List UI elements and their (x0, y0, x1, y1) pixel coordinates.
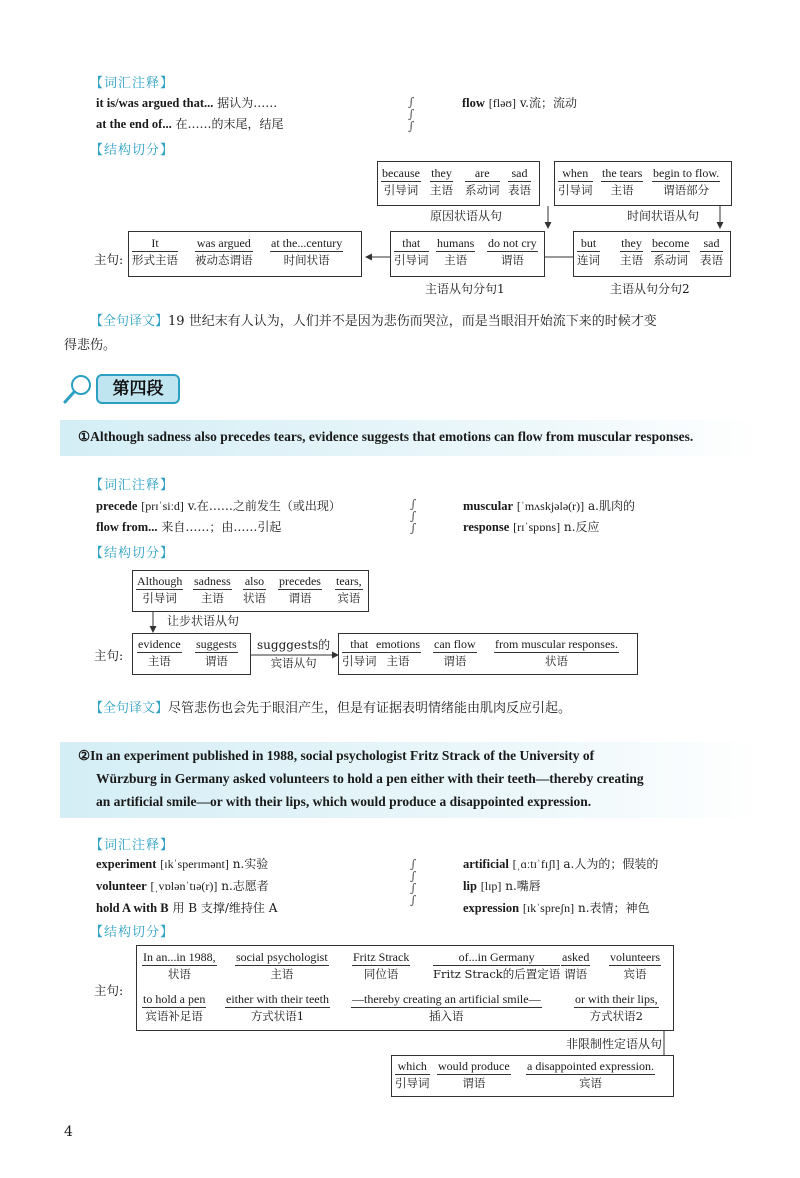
clause-cell: begin to flow. 谓语部分 (653, 166, 720, 197)
clause-cell: at the...century 时间状语 (271, 236, 343, 267)
vocab-label: 【词汇注释】 (90, 838, 175, 853)
vocab-term: expression [ɪkˈspreʃn] n.表情；神色 (463, 901, 650, 915)
vocab-term: volunteer [ˌvɒlənˈtɪə(r)] n.志愿者 (96, 879, 269, 893)
relative-clause-box (391, 1055, 674, 1097)
translation-line: 得悲伤。 (64, 338, 117, 353)
concession-clause-caption: 让步状语从句 (167, 614, 240, 628)
clause-cell: sadness 主语 (194, 574, 231, 605)
clause-cell: to hold a pen 宾语补足语 (143, 992, 206, 1023)
vocab-term: flow from... 来自……；由……引起 (96, 520, 282, 534)
clause-cell: —thereby creating an artificial smile— 插入语 (352, 992, 541, 1023)
clause-cell: but 连词 (577, 236, 600, 267)
vocab-term: hold A with B 用 B 支撑/维持住 A (96, 901, 278, 915)
magnifier-icon (62, 372, 96, 406)
time-clause-caption: 时间状语从句 (627, 209, 700, 223)
clause-cell: Fritz Strack 同位语 (353, 950, 410, 981)
clause-cell: Although 引导词 (137, 574, 183, 605)
clause-cell: of...in Germany Fritz Strack的后置定语 (433, 950, 561, 981)
clause-cell: can flow 谓语 (434, 637, 476, 668)
clause-cell: that 引导词 (342, 637, 377, 668)
clause-cell: from muscular responses. 状语 (495, 637, 618, 668)
clause-cell: the tears 主语 (602, 166, 643, 197)
vocab-term: it is/was argued that... 据认为…… (96, 96, 278, 110)
clause-cell: are 系动词 (465, 166, 500, 197)
vocab-label: 【词汇注释】 (90, 76, 175, 91)
main-clause-box (136, 945, 674, 1031)
vocab-term: experiment [ɪkˈsperɪmənt] n.实验 (96, 857, 269, 871)
clause-cell: do not cry 谓语 (488, 236, 537, 267)
clause-cell: either with their teeth 方式状语1 (226, 992, 329, 1023)
structure-label: 【结构切分】 (90, 143, 175, 158)
subject-clause1-caption: 主语从句分句1 (425, 282, 505, 296)
clause-cell: that 引导词 (394, 236, 429, 267)
clause-cell: because 引导词 (382, 166, 420, 197)
clause-cell: they 主语 (430, 166, 453, 197)
clause-cell: when 引导词 (558, 166, 593, 197)
clause-cell: precedes 谓语 (279, 574, 321, 605)
clause-cell: become 系动词 (652, 236, 690, 267)
sentence-2-line: Würzburg in Germany asked volunteers to hold a pen either with their teeth—thereby creating (96, 771, 644, 786)
sentence-1: ①Although sadness also precedes tears, evidence suggests that emotions can flow from muscular responses. (78, 429, 694, 444)
vocab-term: at the end of... 在……的末尾，结尾 (96, 117, 284, 131)
clause-cell: It 形式主语 (132, 236, 178, 267)
vocab-term: flow [fləʊ] v.流；流动 (462, 96, 577, 110)
clause-cell: In an...in 1988, 状语 (143, 950, 216, 981)
vocab-term: precede [prɪˈsiːd] v.在……之前发生（或出现） (96, 499, 341, 513)
section-title-box (96, 374, 180, 404)
main-clause-label: 主句: (94, 983, 124, 998)
relative-clause-caption: 非限制性定语从句 (566, 1037, 663, 1051)
sentence-2-line: an artificial smile—or with their lips, which would produce a disappointed expression. (96, 794, 592, 809)
clause-cell: they 主语 (620, 236, 643, 267)
concession-clause-box (132, 570, 369, 612)
structure-label: 【结构切分】 (90, 925, 175, 940)
wave-divider: ∫ ∫ ∫ (410, 497, 417, 535)
vocab-term: muscular [ˈmʌskjələ(r)] a.肌肉的 (463, 499, 635, 513)
clause-cell: social psychologist 主语 (236, 950, 328, 981)
clause-cell: humans 主语 (437, 236, 475, 267)
wave-divider: ∫ ∫ ∫ (408, 95, 415, 133)
page-number: 4 (64, 1124, 73, 1140)
sentence-2-line: ②In an experiment published in 1988, social psychologist Fritz Strack of the University of (78, 748, 595, 763)
clause-cell: a disappointed expression. 宾语 (527, 1059, 654, 1090)
clause-cell: asked 谓语 (562, 950, 590, 981)
clause-cell: also 状语 (243, 574, 266, 605)
subject-clause2-caption: 主语从句分句2 (610, 282, 690, 296)
clause-cell: tears, 宾语 (336, 574, 362, 605)
clause-cell: emotions 主语 (376, 637, 420, 668)
clause-cell: evidence 主语 (138, 637, 181, 668)
wave-divider: ∫ ∫ ∫ ∫ (410, 857, 417, 907)
vocab-label: 【词汇注释】 (90, 478, 175, 493)
clause-cell: suggests 谓语 (196, 637, 237, 668)
clause-cell: would produce 谓语 (438, 1059, 510, 1090)
main-clause-label: 主句: (94, 648, 124, 663)
structure-label: 【结构切分】 (90, 546, 175, 561)
link-label: sugggests的 宾语从句 (257, 638, 331, 670)
vocab-term: lip [lɪp] n.嘴唇 (463, 879, 541, 893)
clause-cell: sad 表语 (508, 166, 531, 197)
main-clause-label: 主句: (94, 252, 124, 267)
translation-line: 【全句译文】尽管悲伤也会先于眼泪产生，但是有证据表明情绪能由肌肉反应引起。 (90, 701, 572, 716)
vocab-term: response [rɪˈspɒns] n.反应 (463, 520, 600, 534)
clause-cell: or with their lips, 方式状语2 (575, 992, 658, 1023)
vocab-term: artificial [ˌɑːtɪˈfɪʃl] a.人为的；假装的 (463, 857, 659, 871)
clause-cell: sad 表语 (700, 236, 723, 267)
reason-clause-caption: 原因状语从句 (430, 209, 503, 223)
clause-cell: volunteers 宾语 (610, 950, 660, 981)
object-clause-box (338, 633, 638, 675)
section-title: 第四段 (112, 379, 164, 399)
clause-cell: was argued 被动态谓语 (195, 236, 253, 267)
clause-cell: which 引导词 (395, 1059, 430, 1090)
main-clause-box (132, 633, 251, 675)
translation-line: 【全句译文】19 世纪末有人认为，人们并不是因为悲伤而哭泣，而是当眼泪开始流下来的时候才变 (90, 314, 657, 329)
